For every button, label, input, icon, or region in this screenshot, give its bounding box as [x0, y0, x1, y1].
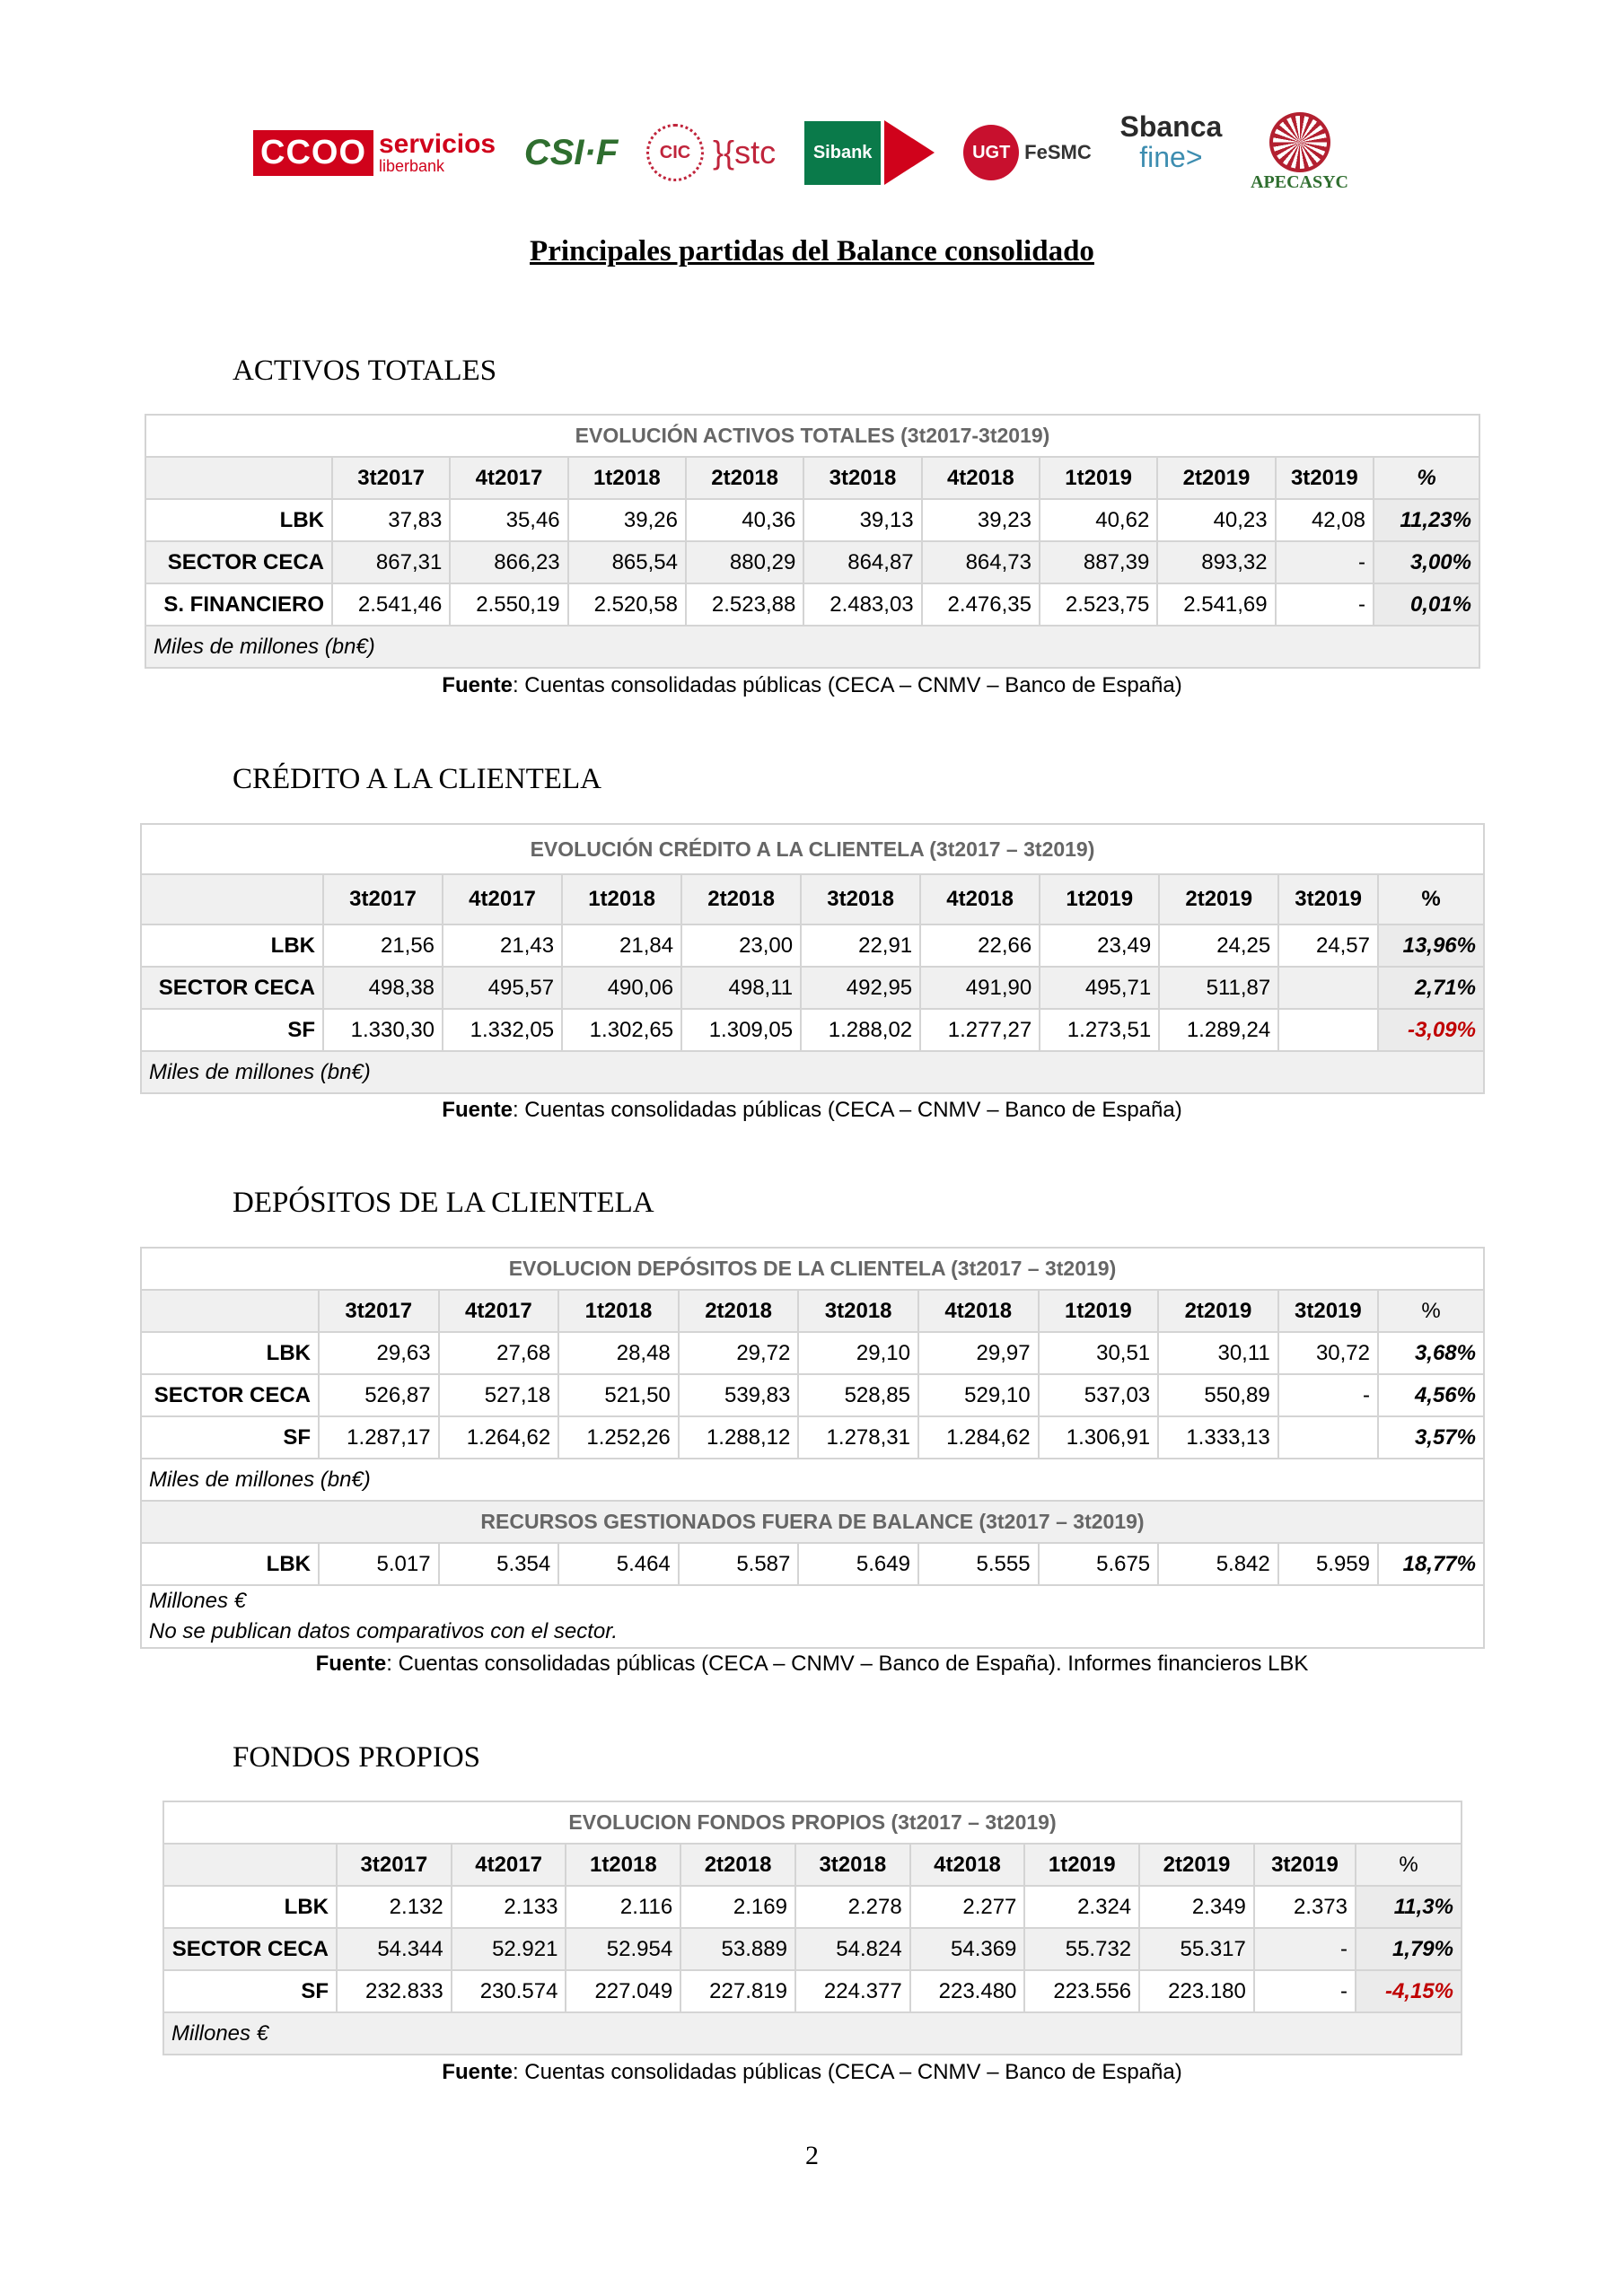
- row-label: SF: [163, 1970, 337, 2012]
- column-header: 2t2019: [1139, 1844, 1254, 1886]
- table-cell: 40,23: [1157, 499, 1275, 541]
- table-cell: 5.649: [798, 1543, 918, 1585]
- source-text: : Cuentas consolidadas públicas (CECA – CNMV – Banco de España): [512, 673, 1182, 697]
- row-label: SECTOR CECA: [145, 541, 332, 583]
- row-label: LBK: [141, 1332, 319, 1374]
- column-header: 3t2017: [319, 1290, 439, 1332]
- table-cell: 29,72: [679, 1332, 799, 1374]
- column-header: 1t2018: [558, 1290, 679, 1332]
- table-cell: 223.480: [910, 1970, 1025, 2012]
- column-header: 3t2018: [798, 1290, 918, 1332]
- table-cell: 1.273,51: [1040, 1009, 1159, 1051]
- column-header: 1t2019: [1039, 1290, 1159, 1332]
- table-cell: 1.277,27: [920, 1009, 1040, 1051]
- table-cell: 893,32: [1157, 541, 1275, 583]
- table-cell: 2.133: [452, 1886, 566, 1928]
- table-cell: 39,13: [803, 499, 921, 541]
- column-header: 4t2017: [439, 1290, 559, 1332]
- row-label: SECTOR CECA: [141, 967, 323, 1009]
- ccoo-logo: [253, 112, 496, 193]
- table-cell: 40,62: [1040, 499, 1157, 541]
- source-label: Fuente: [442, 2060, 513, 2084]
- table-cell: -: [1254, 1970, 1356, 2012]
- table-cell: 864,73: [922, 541, 1040, 583]
- table-cell: 29,97: [918, 1332, 1039, 1374]
- table-row: [145, 499, 1479, 541]
- column-header: 4t2018: [922, 457, 1040, 499]
- percent-cell: 3,68%: [1378, 1332, 1484, 1374]
- table-caption: EVOLUCIÓN CRÉDITO A LA CLIENTELA (3t2017 – 3t2019): [141, 824, 1484, 874]
- column-header: 1t2019: [1040, 457, 1157, 499]
- table-cell: 2.523,88: [686, 583, 803, 626]
- table-cell: 223.180: [1139, 1970, 1254, 2012]
- table-cell: 495,57: [443, 967, 562, 1009]
- row-label: LBK: [141, 925, 323, 967]
- table-row: [141, 1416, 1484, 1459]
- page-number: 2: [805, 2141, 819, 2170]
- percent-cell: 1,79%: [1356, 1928, 1462, 1970]
- percent-cell: 11,3%: [1356, 1886, 1462, 1928]
- source-label: Fuente: [315, 1652, 387, 1676]
- table-cell: 498,11: [681, 967, 801, 1009]
- table-cell: 529,10: [918, 1374, 1039, 1416]
- ccoo-logo-sub1: servicios: [379, 129, 496, 159]
- table-cell: 1.284,62: [918, 1416, 1039, 1459]
- fine-logo: fine>: [1139, 140, 1203, 173]
- table-cell: -: [1276, 541, 1374, 583]
- column-header: 1t2018: [562, 874, 681, 925]
- table-cell: 1.278,31: [798, 1416, 918, 1459]
- table-row: [141, 925, 1484, 967]
- percent-cell: -4,15%: [1356, 1970, 1462, 2012]
- table-cell: 22,66: [920, 925, 1040, 967]
- document-title: Principales partidas del Balance consolidado: [530, 235, 1094, 267]
- table-note: Miles de millones (bn€): [145, 626, 1479, 668]
- banca-logo: Sbanca: [1119, 110, 1223, 143]
- table-cell: 865,54: [568, 541, 686, 583]
- table-cell: 29,63: [319, 1332, 439, 1374]
- column-header: 1t2019: [1024, 1844, 1139, 1886]
- table-cell: 1.332,05: [443, 1009, 562, 1051]
- column-header: 3t2017: [323, 874, 443, 925]
- table-cell: 39,23: [922, 499, 1040, 541]
- column-header: 4t2017: [443, 874, 562, 925]
- table-cell: 2.349: [1139, 1886, 1254, 1928]
- table-cell: 2.169: [680, 1886, 795, 1928]
- table-cell: 55.317: [1139, 1928, 1254, 1970]
- table-cell: 223.556: [1024, 1970, 1139, 2012]
- table-cell: 528,85: [798, 1374, 918, 1416]
- table-cell: 5.354: [439, 1543, 559, 1585]
- column-header: %: [1378, 874, 1484, 925]
- table-cell: 5.587: [679, 1543, 799, 1585]
- table-cell: 1.333,13: [1158, 1416, 1278, 1459]
- column-header: 4t2018: [920, 874, 1040, 925]
- row-label: SECTOR CECA: [163, 1928, 337, 1970]
- table-cell: 1.288,02: [801, 1009, 920, 1051]
- table-cell: [1278, 1416, 1378, 1459]
- table-row: [145, 583, 1479, 626]
- table-cell: 23,00: [681, 925, 801, 967]
- source-text: : Cuentas consolidadas públicas (CECA – CNMV – Banco de España): [512, 2060, 1182, 2084]
- table-cell: 224.377: [795, 1970, 910, 2012]
- table-cell: 54.824: [795, 1928, 910, 1970]
- table-cell: 21,56: [323, 925, 443, 967]
- table-cell: 1.302,65: [562, 1009, 681, 1051]
- table-cell: 511,87: [1159, 967, 1278, 1009]
- section-title-activos: ACTIVOS TOTALES: [233, 355, 497, 387]
- table-cell: 1.306,91: [1039, 1416, 1159, 1459]
- percent-cell: 0,01%: [1374, 583, 1479, 626]
- table-cell: 492,95: [801, 967, 920, 1009]
- table-cell: 52.921: [452, 1928, 566, 1970]
- ccoo-logo-mark: CCOO: [253, 130, 373, 176]
- table-cell: 537,03: [1039, 1374, 1159, 1416]
- table-cell: 42,08: [1276, 499, 1374, 541]
- table-cell: 526,87: [319, 1374, 439, 1416]
- table-cell: 495,71: [1040, 967, 1159, 1009]
- table-row: [163, 1886, 1462, 1928]
- table-cell: 2.476,35: [922, 583, 1040, 626]
- note-units: Millones €: [149, 1589, 247, 1613]
- column-header: 1t2019: [1040, 874, 1159, 925]
- table-depositos-clientela: [140, 1247, 1485, 1649]
- column-header: 3t2018: [803, 457, 921, 499]
- table-header-row: [141, 874, 1484, 925]
- source-label: Fuente: [442, 673, 513, 697]
- table-header-row: [141, 1290, 1484, 1332]
- table-fondos-propios: [162, 1801, 1462, 2055]
- table-cell: 23,49: [1040, 925, 1159, 967]
- table-cell: 887,39: [1040, 541, 1157, 583]
- table-cell: 2.541,69: [1157, 583, 1275, 626]
- table-cell: 21,43: [443, 925, 562, 967]
- table-cell: 866,23: [450, 541, 567, 583]
- table-cell: 2.550,19: [450, 583, 567, 626]
- table-cell: 5.675: [1039, 1543, 1159, 1585]
- table-cell: 1.264,62: [439, 1416, 559, 1459]
- table-cell: 2.373: [1254, 1886, 1356, 1928]
- percent-cell: 18,77%: [1378, 1543, 1484, 1585]
- source-text: : Cuentas consolidadas públicas (CECA – CNMV – Banco de España). Informes financieros LBK: [386, 1652, 1309, 1676]
- column-header: %: [1356, 1844, 1462, 1886]
- column-header: 1t2018: [566, 1844, 680, 1886]
- csif-logo: CSI·F: [523, 132, 619, 172]
- table-cell: 40,36: [686, 499, 803, 541]
- table-cell: 1.252,26: [558, 1416, 679, 1459]
- source-note: [0, 673, 1624, 698]
- table-cell: 28,48: [558, 1332, 679, 1374]
- table-row: [163, 1970, 1462, 2012]
- table-cell: 54.344: [337, 1928, 452, 1970]
- table-cell: 2.116: [566, 1886, 680, 1928]
- table-cell: 527,18: [439, 1374, 559, 1416]
- row-label: SECTOR CECA: [141, 1374, 319, 1416]
- row-label: SF: [141, 1416, 319, 1459]
- table-cell: 1.287,17: [319, 1416, 439, 1459]
- table-note: Miles de millones (bn€): [141, 1459, 1484, 1501]
- table-cell: 230.574: [452, 1970, 566, 2012]
- table-row: [145, 541, 1479, 583]
- table-cell: 867,31: [332, 541, 450, 583]
- column-header: 3t2019: [1276, 457, 1374, 499]
- row-label: S. FINANCIERO: [145, 583, 332, 626]
- table-note: Millones €: [163, 2012, 1462, 2055]
- column-header: 3t2017: [337, 1844, 452, 1886]
- column-header: 3t2017: [332, 457, 450, 499]
- table-cell: [1278, 967, 1378, 1009]
- table-cell: 2.483,03: [803, 583, 921, 626]
- column-header: 2t2019: [1158, 1290, 1278, 1332]
- table-caption: EVOLUCION DEPÓSITOS DE LA CLIENTELA (3t2017 – 3t2019): [141, 1248, 1484, 1290]
- table-cell: 55.732: [1024, 1928, 1139, 1970]
- table-cell: 21,84: [562, 925, 681, 967]
- source-note: [0, 2060, 1624, 2085]
- table-cell: 22,91: [801, 925, 920, 967]
- table-cell: 2.132: [337, 1886, 452, 1928]
- column-header: 3t2019: [1278, 874, 1378, 925]
- table-cell: -: [1278, 1374, 1378, 1416]
- table-row: [141, 967, 1484, 1009]
- section-title-fondos: FONDOS PROPIOS: [233, 1741, 481, 1774]
- cic-logo: CIC: [646, 124, 704, 181]
- table-cell: 5.842: [1158, 1543, 1278, 1585]
- column-header: 4t2018: [918, 1290, 1039, 1332]
- table-cell: 2.278: [795, 1886, 910, 1928]
- cic-stc-logo: [646, 112, 776, 193]
- percent-cell: 11,23%: [1374, 499, 1479, 541]
- percent-cell: 2,71%: [1378, 967, 1484, 1009]
- banca-fine-logo: [1119, 112, 1222, 193]
- apecasyc-logo-text: APECASYC: [1251, 172, 1348, 192]
- table-cell: 1.309,05: [681, 1009, 801, 1051]
- section-title-depositos: DEPÓSITOS DE LA CLIENTELA: [233, 1187, 654, 1219]
- column-header: 4t2017: [450, 457, 567, 499]
- table-caption: EVOLUCION FONDOS PROPIOS (3t2017 – 3t2019): [163, 1801, 1462, 1844]
- apecasyc-logo: [1251, 112, 1348, 193]
- table-cell: 232.833: [337, 1970, 452, 2012]
- apecasyc-emblem-icon: [1269, 112, 1330, 172]
- percent-cell: 3,57%: [1378, 1416, 1484, 1459]
- column-header: 2t2019: [1157, 457, 1275, 499]
- table-note-2: [141, 1585, 1484, 1648]
- note-disclaimer: No se publican datos comparativos con el sector.: [149, 1619, 619, 1643]
- column-header: 2t2018: [681, 874, 801, 925]
- table-cell: 53.889: [680, 1928, 795, 1970]
- ugt-logo: UGT: [963, 125, 1019, 180]
- source-note: [0, 1652, 1624, 1677]
- source-text: : Cuentas consolidadas públicas (CECA – CNMV – Banco de España): [512, 1098, 1182, 1122]
- table-cell: 54.369: [910, 1928, 1025, 1970]
- row-label: LBK: [141, 1543, 319, 1585]
- table-cell: 2.520,58: [568, 583, 686, 626]
- table-cell: 227.819: [680, 1970, 795, 2012]
- table-cell: -: [1254, 1928, 1356, 1970]
- column-header: 2t2019: [1159, 874, 1278, 925]
- table-cell: [1278, 1009, 1378, 1051]
- table-cell: 2.277: [910, 1886, 1025, 1928]
- table-cell: 2.324: [1024, 1886, 1139, 1928]
- percent-cell: 4,56%: [1378, 1374, 1484, 1416]
- table-cell: 2.523,75: [1040, 583, 1157, 626]
- table-cell: 498,38: [323, 967, 443, 1009]
- table-cell: 1.289,24: [1159, 1009, 1278, 1051]
- sibank-logo-text: Sibank: [804, 121, 882, 185]
- table-note: Miles de millones (bn€): [141, 1051, 1484, 1093]
- table-cell: 539,83: [679, 1374, 799, 1416]
- table-cell: 39,26: [568, 499, 686, 541]
- column-header: 4t2018: [910, 1844, 1025, 1886]
- table-cell: 30,11: [1158, 1332, 1278, 1374]
- percent-cell: -3,09%: [1378, 1009, 1484, 1051]
- table-cell: 550,89: [1158, 1374, 1278, 1416]
- sibank-arrow-icon: [884, 120, 935, 185]
- row-label: SF: [141, 1009, 323, 1051]
- table-cell: 30,72: [1278, 1332, 1378, 1374]
- table-row: [141, 1374, 1484, 1416]
- sibank-logo: [804, 112, 935, 193]
- column-header: 1t2018: [568, 457, 686, 499]
- table-cell: 5.959: [1278, 1543, 1378, 1585]
- table-cell: 52.954: [566, 1928, 680, 1970]
- column-header: %: [1374, 457, 1479, 499]
- logo-bar: [253, 108, 1348, 197]
- table-cell: 30,51: [1039, 1332, 1159, 1374]
- table-credito-clientela: [140, 823, 1485, 1094]
- table-cell: 1.288,12: [679, 1416, 799, 1459]
- percent-cell: 13,96%: [1378, 925, 1484, 967]
- column-header: 3t2019: [1254, 1844, 1356, 1886]
- table-cell: 27,68: [439, 1332, 559, 1374]
- table-activos-totales: [145, 414, 1480, 669]
- table-cell: 880,29: [686, 541, 803, 583]
- ccoo-logo-sub2: liberbank: [379, 157, 445, 175]
- table-row: [141, 1543, 1484, 1585]
- column-header: 2t2018: [680, 1844, 795, 1886]
- ugt-fesmc-logo: [963, 112, 1092, 193]
- table-cell: 491,90: [920, 967, 1040, 1009]
- table-caption: EVOLUCIÓN ACTIVOS TOTALES (3t2017-3t2019): [145, 415, 1479, 457]
- fesmc-logo: FeSMC: [1024, 141, 1092, 163]
- column-header: 2t2018: [679, 1290, 799, 1332]
- table-row: [163, 1928, 1462, 1970]
- stc-logo: }{stc: [713, 134, 777, 171]
- table-cell: 24,25: [1159, 925, 1278, 967]
- table-cell: 35,46: [450, 499, 567, 541]
- table-cell: -: [1276, 583, 1374, 626]
- table-cell: 227.049: [566, 1970, 680, 2012]
- table-caption-2: RECURSOS GESTIONADOS FUERA DE BALANCE (3t2017 – 3t2019): [141, 1501, 1484, 1543]
- table-header-row: [163, 1844, 1462, 1886]
- table-cell: 490,06: [562, 967, 681, 1009]
- table-cell: 5.017: [319, 1543, 439, 1585]
- table-cell: 24,57: [1278, 925, 1378, 967]
- table-row: [141, 1009, 1484, 1051]
- table-cell: 37,83: [332, 499, 450, 541]
- table-row: [141, 1332, 1484, 1374]
- column-header: 3t2018: [801, 874, 920, 925]
- table-cell: 864,87: [803, 541, 921, 583]
- table-cell: 521,50: [558, 1374, 679, 1416]
- table-header-row: [145, 457, 1479, 499]
- column-header: %: [1378, 1290, 1484, 1332]
- row-label: LBK: [145, 499, 332, 541]
- table-cell: 5.555: [918, 1543, 1039, 1585]
- column-header: 4t2017: [452, 1844, 566, 1886]
- percent-cell: 3,00%: [1374, 541, 1479, 583]
- column-header: 3t2019: [1278, 1290, 1378, 1332]
- source-note: [0, 1098, 1624, 1123]
- table-cell: 1.330,30: [323, 1009, 443, 1051]
- table-cell: 29,10: [798, 1332, 918, 1374]
- table-cell: 2.541,46: [332, 583, 450, 626]
- row-label: LBK: [163, 1886, 337, 1928]
- column-header: 3t2018: [795, 1844, 910, 1886]
- column-header: 2t2018: [686, 457, 803, 499]
- section-title-credito: CRÉDITO A LA CLIENTELA: [233, 763, 601, 795]
- table-cell: 5.464: [558, 1543, 679, 1585]
- source-label: Fuente: [442, 1098, 513, 1122]
